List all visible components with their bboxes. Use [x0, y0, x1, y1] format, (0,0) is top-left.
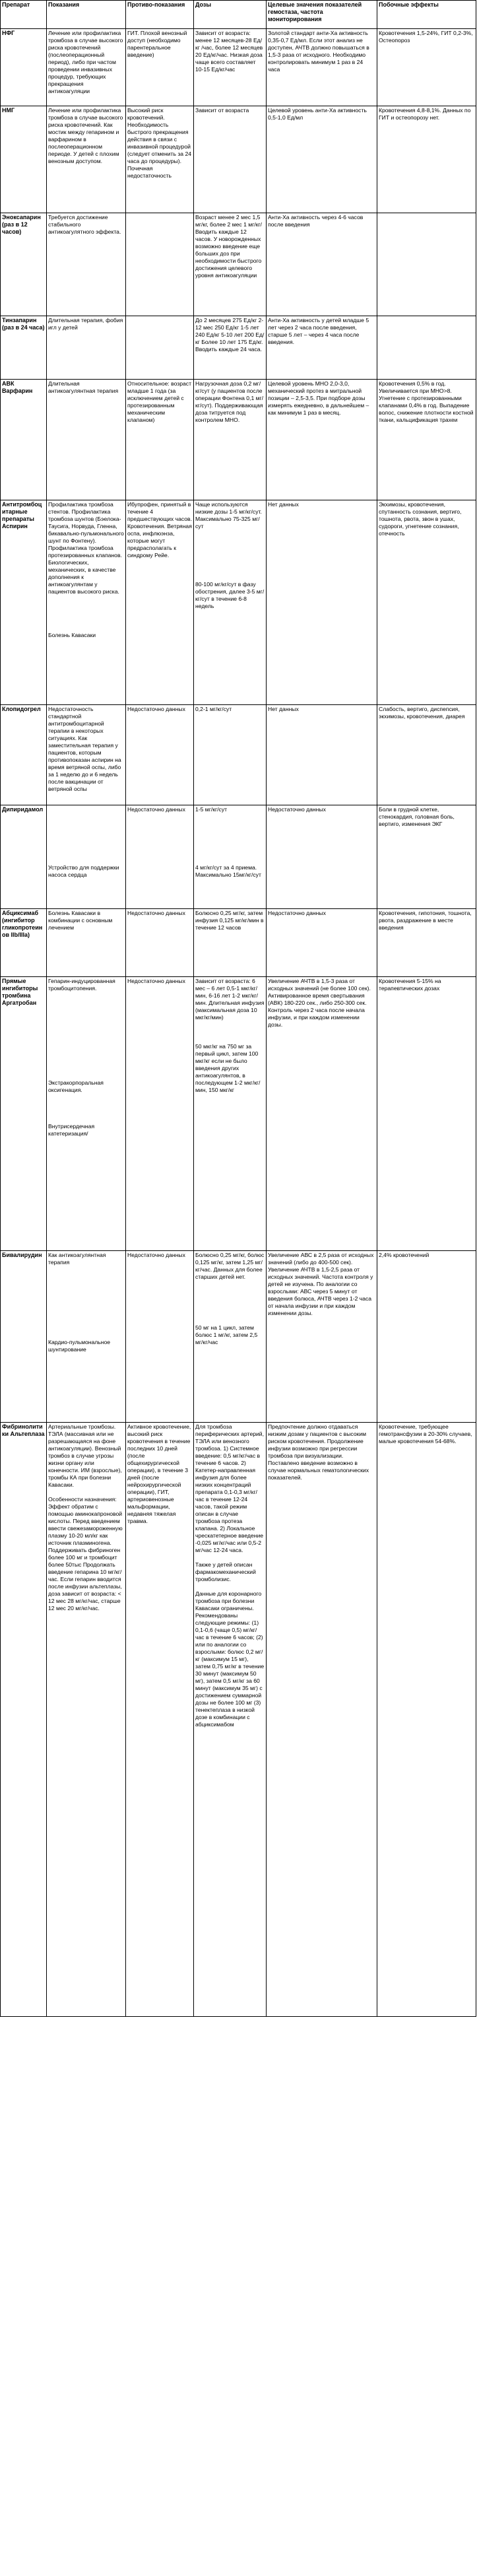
side-effects-cell: 2,4% кровотечений: [377, 1251, 476, 1423]
drug-name: НМГ: [1, 106, 47, 213]
contraindications-cell: [126, 316, 194, 380]
contraindications-cell: Недостаточно данных: [126, 705, 194, 805]
dose-cell: Болюсно 0,25 мг/кг, болюс 0,125 мг/кг, затем 1,25 мг/кг/час. Данных для более старших детей нет. 50 мг на 1 цикл, затем болюс 1 мг/кг, затем 2,5 мг/кг/час: [194, 1251, 267, 1423]
table-row: [1, 805, 476, 909]
target-cell: Увеличение АЧТВ в 1,5-3 раза от исходных значений (не более 100 сек). Активированное время свертывания (АВК) 180-220 сек., либо 250-300 сек. Контроль через 2 часа после начала инфузии, и при каждом изменении дозы.: [267, 977, 377, 1251]
target-cell: Нет данных: [267, 705, 377, 805]
drug-name: Антитромбоцитарные препараты Аспирин: [1, 500, 47, 705]
target-cell: Золотой стандарт анти-Ха активность 0,35-0,7 Ед/мл. Если этот анализ не доступен, АЧТВ должно повышаться в 1,5-3 раза от исходного. Необходимо контролировать минимум 1 раз в 24 часа: [267, 29, 377, 106]
indications-cell: Профилактика тромбоза стентов. Профилактика тромбоза шунтов (Бэелока-Таусига, Норвуда, Гленна, бикавально-пульмонального шунт по Фонтену). Профилактика тромбоза протезированных клапанов. Биологических, механических, в качестве дополнения к антикоагулянтам у пациентов высокого риска. Болезнь Кавасаки: [47, 500, 126, 705]
header-doses: Дозы: [194, 1, 267, 29]
contraindications-cell: ГИТ. Плохой венозный доступ (необходимо парентеральное введение): [126, 29, 194, 106]
table-row: [1, 29, 476, 106]
table-row: [1, 977, 476, 1251]
dose-cell: Возраст менее 2 мес 1,5 мг/кг, более 2 мес 1 мг/кг/ Вводить каждые 12 часов. У новорожденных возможно введение еще больших доз при необходимости быстрого достижения целевого уровня антикоагуляции: [194, 213, 267, 316]
table-row: [1, 500, 476, 705]
side-effects-cell: Кровотечения, гипотония, тошнота, рвота, раздражение в месте введения: [377, 909, 476, 977]
header-side-effects: Побочные эффекты: [377, 1, 476, 29]
table-row: [1, 316, 476, 380]
contraindications-cell: Ибупрофен, принятый в течение 4 предшествующих часов. Кровотечения. Ветряная оспа, инфлюэнза, которые могут предрасполагать к синдрому Рейе.: [126, 500, 194, 705]
indications-cell: Недостаточность стандартной антитромбоцитарной терапии в некоторых ситуациях. Как заместительная терапия у пациентов, которым противопоказан аспирин на время ветряной оспы, либо за 1 неделю до и 6 недель после вакцинации от ветряной оспы: [47, 705, 126, 805]
drug-name: Эноксапарин (раз в 12 часов): [1, 213, 47, 316]
target-cell: Недостаточно данных: [267, 909, 377, 977]
side-effects-cell: [377, 213, 476, 316]
dose-cell: До 2 месяцев 275 Ед/кг 2-12 мес 250 Ед/кг 1-5 лет 240 Ед/кг 5-10 лет 200 Ед/кг Более 10 лет 175 Ед/кг. Вводить каждые 24 часа.: [194, 316, 267, 380]
table-row: [1, 705, 476, 805]
side-effects-cell: Слабость, вертиго, диспепсия, экхимозы, кровотечения, диарея: [377, 705, 476, 805]
dose-cell: Зависит от возраста: [194, 106, 267, 213]
drug-name: Прямые ингибиторы тромбина Аргатробан: [1, 977, 47, 1251]
contraindications-cell: Активное кровотечение, высокий риск кровотечения в течение последних 10 дней (после общехирургической операции), в течение 3 дней (после нейрохирургической операции), ГИТ, артериовенозные мальформации, недавняя тяжелая травма.: [126, 1423, 194, 2017]
drug-name: Клопидогрел: [1, 705, 47, 805]
dose-cell: Чаще используются низкие дозы 1-5 мг/кг/сут. Максимально 75-325 мг/сут 80-100 мг/кг/сут в фазу обострения, далее 3-5 мг/кг/сут в течение 6-8 недель: [194, 500, 267, 705]
indications-cell: Болезнь Кавасаки в комбинации с основным лечением: [47, 909, 126, 977]
dose-cell: Для тромбоза периферических артерий, ТЭЛА или венозного тромбоза. 1) Системное введение: 0,5 мг/кг/час в течение 6 часов. 2) Катетер-направленная инфузия для более низких концентраций препарата 0,1-0,3 мг/кг/час в течение 12-24 часов, такой режим описан в случае тромбоза протеза клапана. 2) Локальное чрескатетерное введение -0,025 мг/кг/час или 0,5-2 мг/час 12-24 часа. Также у детей описан фармакомеханический тромболизис. Данные для коронарного тромбоза при болезни Кавасаки ограничены. Рекомендованы следующие режимы: (1) 0,1-0,6 (чаще 0,5) мг/кг/час в течение 6 часов; (2) или по аналогии со взрослыми: болюс 0,2 мг/кг (максимум 15 мг), затем 0,75 мг/кг в течение 30 минут (максимум 50 мг), затем 0,5 мг/кг за 60 минут (максимум 35 мг) с достижением суммарной дозы не более 100 мг (3) тенектеплаза в низкой дозе в комбинации с абциксимабом: [194, 1423, 267, 2017]
side-effects-cell: Кровотечения 0,5% в год. Увеличивается при МНО>8. Угнетение с протезированными клапанами 0,4% в год. Выпадение волос, снижение плотности костной ткани, кальцификация трахеи: [377, 380, 476, 500]
drug-name: Тинзапарин (раз в 24 часа): [1, 316, 47, 380]
dose-cell: Зависит от возраста: 6 мес – 6 лет 0,5-1 мкг/кг/мин, 6-16 лет 1-2 мкг/кг/мин. Длительная инфузия (максимальная доза 10 мкг/кг/мин) 50 мкг/кг на 750 мг за первый цикл, затем 100 мкг/кг если не было введения других антикоагулянтов, в последующем 1-2 мкг/кг/мин, 150 мкг/кг: [194, 977, 267, 1251]
indications-cell: Артериальные тромбозы. ТЭЛА (массивная или не разрешающаяся на фоне антикоагуляции). Венозный тромбоз в случае угрозы жизни органу или конечности. ИМ (взрослые), тромбы КА при болезни Кавасаки. Особенности назначения: Эффект обратим с помощью аминокапроновой кислоты. Перед введением ввести свежезамороженную плазму 10-20 мл/кг как источник плазминогена. Поддерживать фибриноген более 100 мг и тромбоцит более 50тыс Продолжать введение гепарина 10 мг/кг/час. Если гепарин вводится после инфузии альтеплазы, доза зависит от возраста: < 12 мес 28 мг/кг/час, старше 12 мес 20 мг/кг/час.: [47, 1423, 126, 2017]
side-effects-cell: Кровотечение, требующее гемотрансфузии в 20-30% случаев, малые кровотечения 54-68%.: [377, 1423, 476, 2017]
indications-cell: Как антикоагулянтная терапия Кардио-пульмональное шунтирование: [47, 1251, 126, 1423]
dose-cell: 1-5 мг/кг/сут 4 мг/кг/сут за 4 приема. Максимально 15мг/кг/сут: [194, 805, 267, 909]
contraindications-cell: Недостаточно данных: [126, 977, 194, 1251]
contraindications-cell: Недостаточно данных: [126, 805, 194, 909]
indications-cell: Лечение или профилактика тромбоза в случае высокого риска кровотечений. Как мостик между гепарином и варфарином в послеоперационном периоде. У детей с плохим венозным доступом.: [47, 106, 126, 213]
side-effects-cell: Кровотечения 4,8-8,1%. Данных по ГИТ и остеопорозу нет.: [377, 106, 476, 213]
target-cell: Нет данных: [267, 500, 377, 705]
table-row: [1, 909, 476, 977]
side-effects-cell: Боли в грудной клетке, стенокардия, головная боль, вертиго, изменения ЭКГ: [377, 805, 476, 909]
contraindications-cell: Недостаточно данных: [126, 909, 194, 977]
table-row: [1, 213, 476, 316]
target-cell: Анти-Ха активность через 4-6 часов после введения: [267, 213, 377, 316]
target-cell: Целевой уровень МНО 2,0-3,0, механический протез в митральной позиции – 2,5-3,5. При подборе дозы измерять ежедневно, в дальнейшем – как минимум 1 раз в месяц.: [267, 380, 377, 500]
contraindications-cell: Относительное: возраст младше 1 года (за исключением детей с протезированным механическим клапаном): [126, 380, 194, 500]
header-targets: Целевые значения показателей гемостаза, частота мониторирования: [267, 1, 377, 29]
contraindications-cell: [126, 213, 194, 316]
indications-cell: Требуется достижение стабильного антикоагулятного эффекта.: [47, 213, 126, 316]
header-row: [1, 1, 476, 29]
target-cell: Целевой уровень анти-Ха активность 0,5-1,0 Ед/мл: [267, 106, 377, 213]
target-cell: Анти-Ха активность у детей младше 5 лет через 2 часа после введения, старше 5 лет – через 4 часа после введения.: [267, 316, 377, 380]
drug-name: АВК Варфарин: [1, 380, 47, 500]
side-effects-cell: Кровотечения 1,5-24%, ГИТ 0,2-3%, Остеопороз: [377, 29, 476, 106]
indications-cell: Гепарин-индуцированная тромбоцитопения. Экстракорпоральная оксигенация. Внутрисердечная катетеризация/: [47, 977, 126, 1251]
dose-cell: Болюсно 0,25 мг/кг, затем инфузия 0,125 мг/кг/мин в течение 12 часов: [194, 909, 267, 977]
table-row: [1, 1251, 476, 1423]
table-row: [1, 380, 476, 500]
side-effects-cell: Экхимозы, кровотечения, спутанность сознания, вертиго, тошнота, рвота, звон в ушах, судороги, угнетение сознания, отечность: [377, 500, 476, 705]
header-contraindications: Противо-показания: [126, 1, 194, 29]
table-row: [1, 1423, 476, 2017]
header-drug: Препарат: [1, 1, 47, 29]
target-cell: Предпочтение должно отдаваться низким дозам у пациентов с высоким риском кровотечения. Продолжение инфузии возможно при регрессии тромбоза при визуализации. Поставлено введение возможно в случае нормальных гематологических показателей.: [267, 1423, 377, 2017]
contraindications-cell: Высокий риск кровотечений. Необходимость быстрого прекращения действия в связи с инвазивной процедурой (следует отменить за 24 часа до процедуры). Почечная недостаточность: [126, 106, 194, 213]
drug-name: Дипиридамол: [1, 805, 47, 909]
contraindications-cell: Недостаточно данных: [126, 1251, 194, 1423]
table-row: [1, 106, 476, 213]
drug-name: Бивалирудин: [1, 1251, 47, 1423]
dose-cell: 0,2-1 мг/кг/сут: [194, 705, 267, 805]
dose-cell: Зависит от возраста: менее 12 месяцев-28 Ед/кг /час, более 12 месяцев 20 Ед/кг/час. Низкая доза чаще всего составляет 10-15 Ед/кг/час: [194, 29, 267, 106]
indications-cell: Длительная терапия, фобия игл у детей: [47, 316, 126, 380]
drug-name: НФГ: [1, 29, 47, 106]
header-indications: Показания: [47, 1, 126, 29]
dose-cell: Нагрузочная доза 0,2 мг/кг/сут (у пациентов после операции Фонтена 0,1 мг/кг/сут). Поддерживающая доза титруется под контролем МНО.: [194, 380, 267, 500]
drug-name: Фибринолитики Альтеплаза: [1, 1423, 47, 2017]
indications-cell: Лечение или профилактика тромбоза в случае высокого риска кровотечений (послеоперационный период), либо при частом проведении инвазивных процедур, требующих прекращения антикоагуляции: [47, 29, 126, 106]
target-cell: Увеличение АВС в 2,5 раза от исходных значений (либо до 400-500 сек). Увеличение АЧТВ в 1,5-2,5 раза от исходных значений. Частота контроля у детей не изучена. По аналогии со взрослыми: АВС через 5 минут от введения болюса, АЧТВ через 1-2 часа от начала инфузии и при каждом изменении дозы.: [267, 1251, 377, 1423]
side-effects-cell: Кровотечения 5-15% на терапевтических дозах: [377, 977, 476, 1251]
indications-cell: Длительная антикоагулянтная терапия: [47, 380, 126, 500]
indications-cell: Устройство для поддержки насоса сердца: [47, 805, 126, 909]
target-cell: Недостаточно данных: [267, 805, 377, 909]
side-effects-cell: [377, 316, 476, 380]
drug-name: Абциксимаб (ингибитор гликопротеинов IIb/IIIa): [1, 909, 47, 977]
